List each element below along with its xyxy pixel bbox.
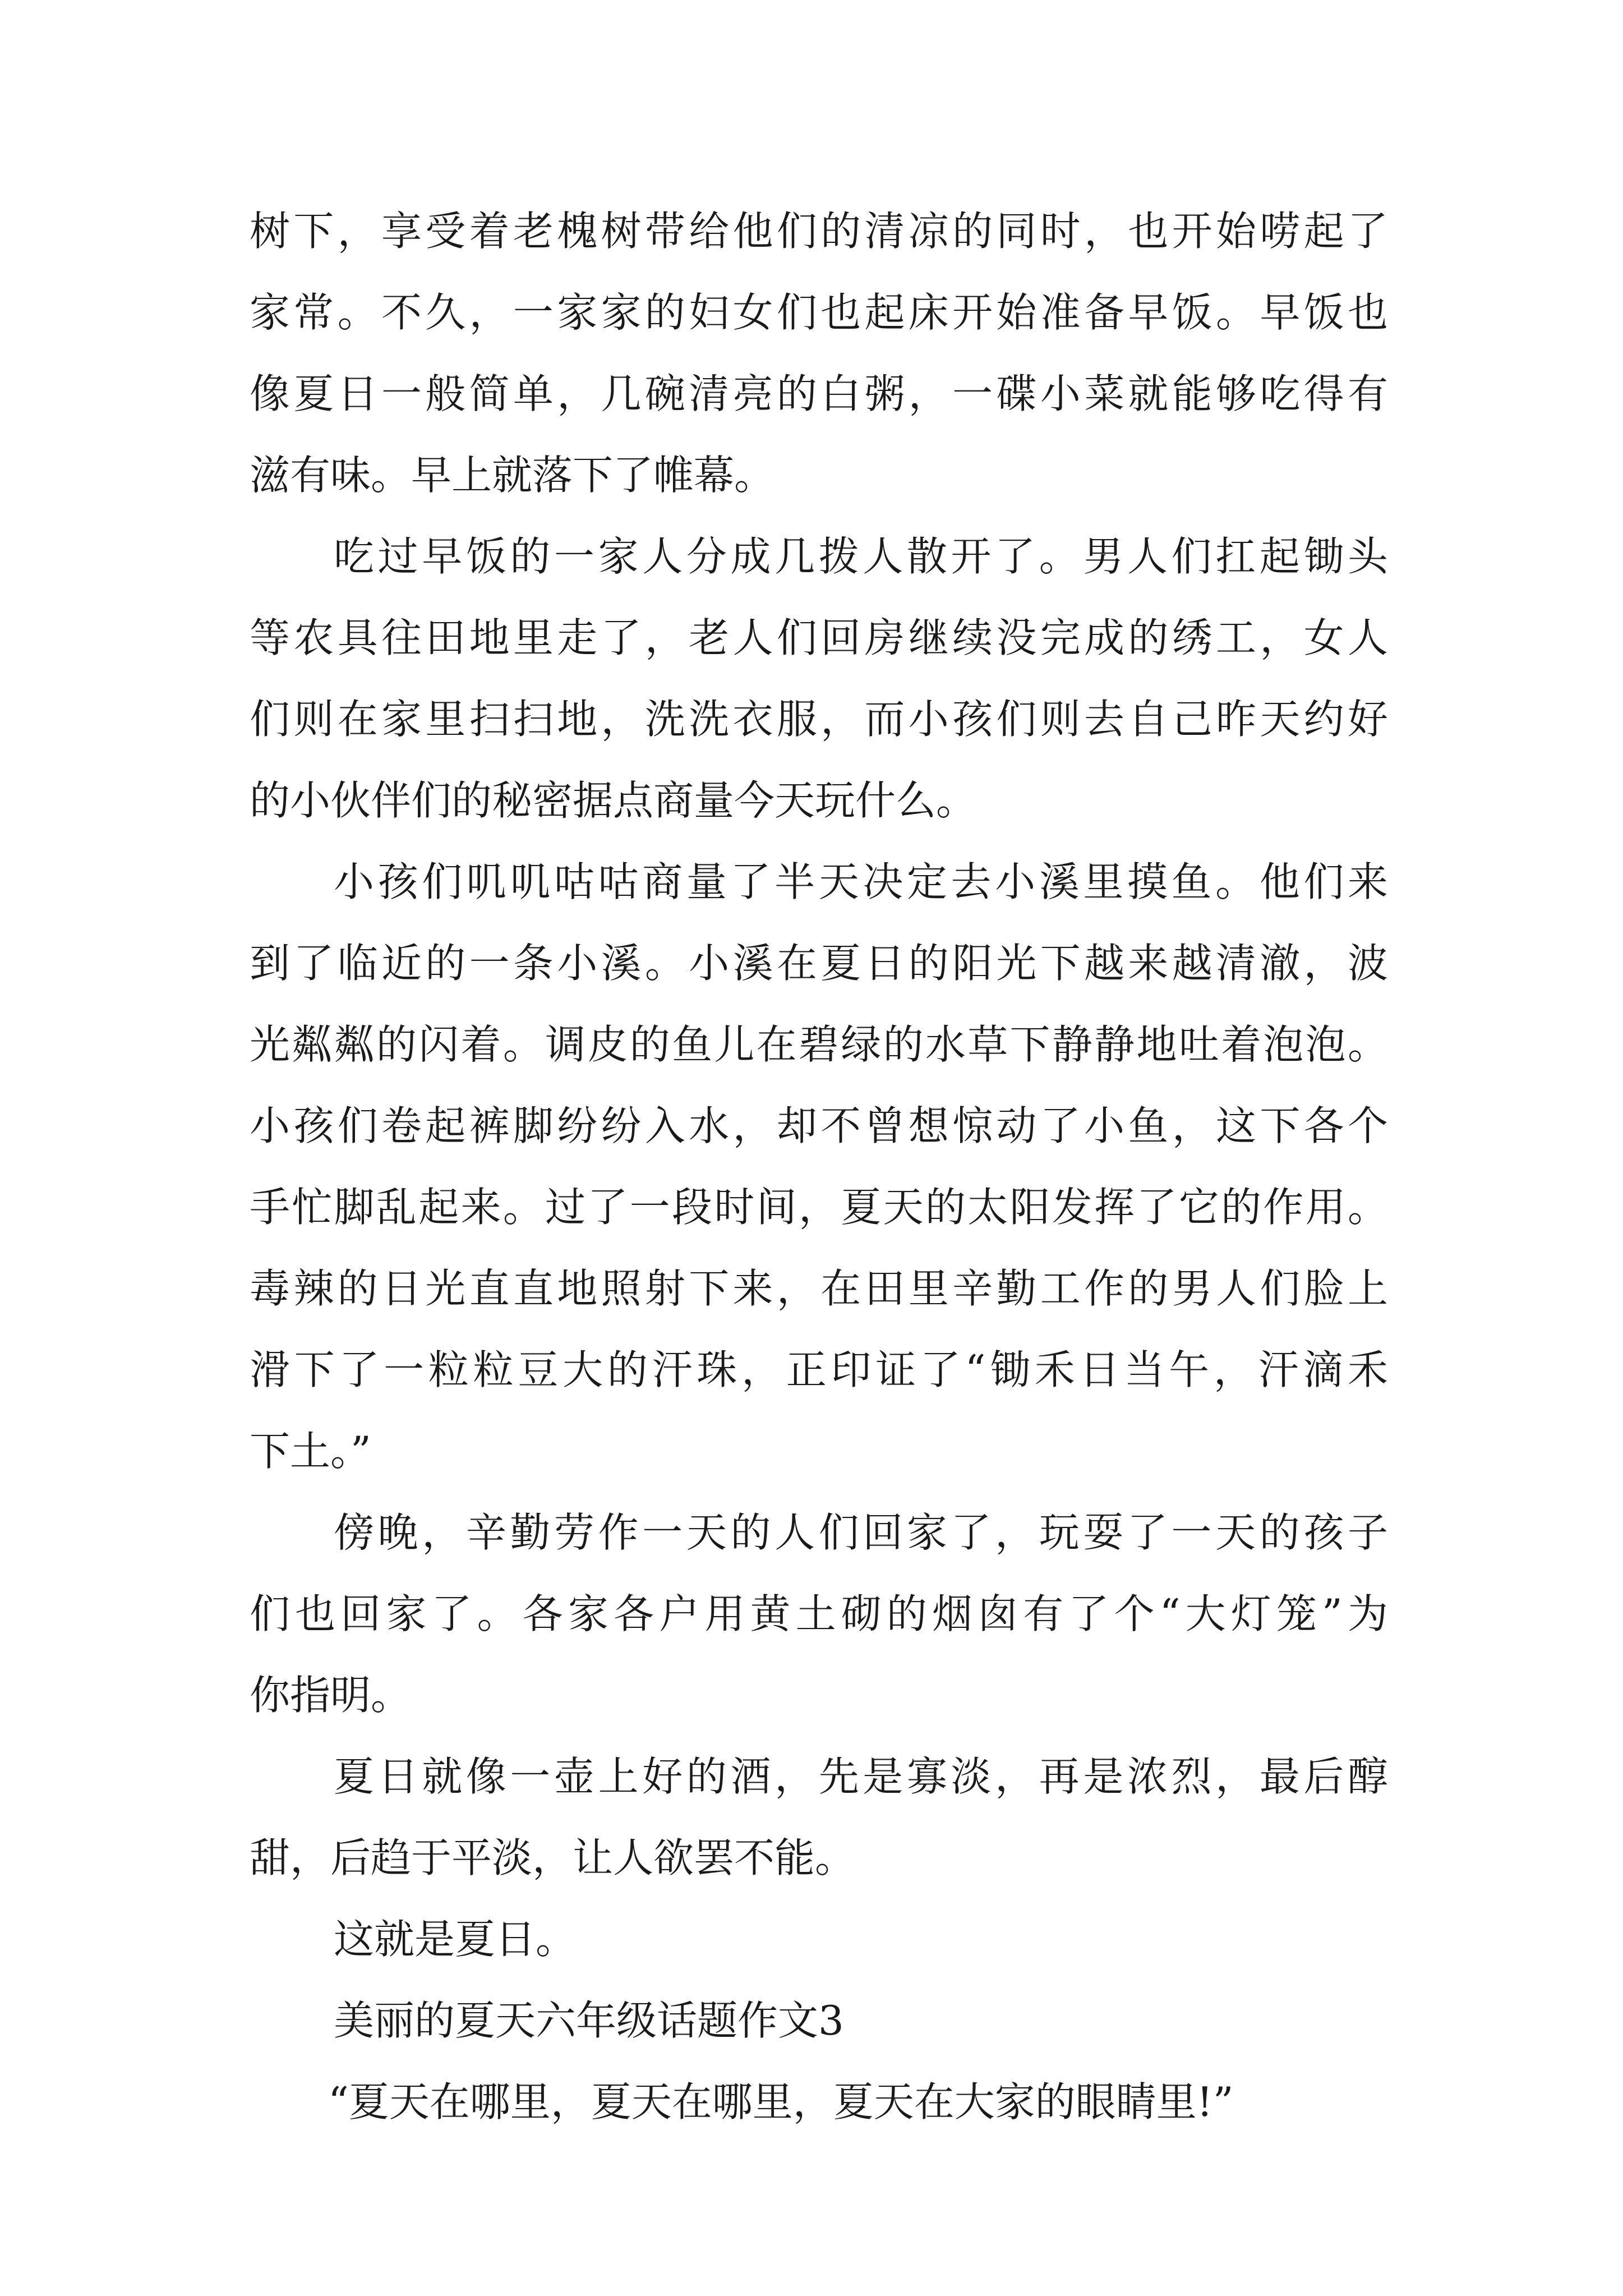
paragraph-5 (250, 1736, 1388, 1899)
text-line: 手忙脚乱起来。过了一段时间，夏天的太阳发挥了它的作用。 (250, 1184, 1388, 1231)
text-line: 这就是夏日。 (334, 1916, 577, 1963)
text-line: 像夏日一般简单，几碗清亮的白粥，一碟小菜就能够吃得有 (250, 370, 1388, 417)
paragraph-6 (250, 1899, 1388, 1980)
text-line: 的小伙伴们的秘密据点商量今天玩什么。 (250, 777, 977, 824)
text-line: 小孩们卷起裤脚纷纷入水，却不曾想惊动了小鱼，这下各个 (250, 1102, 1388, 1149)
text-line: “夏天在哪里，夏天在哪里，夏天在大家的眼睛里!” (328, 2078, 1234, 2125)
text-line: 到了临近的一条小溪。小溪在夏日的阳光下越来越清澈，波 (250, 940, 1388, 987)
paragraph-4 (250, 1492, 1388, 1736)
text-line: 吃过早饭的一家人分成几拨人散开了。男人们扛起锄头 (334, 533, 1388, 580)
section-heading (250, 1980, 1388, 2062)
text-line: 树下，享受着老槐树带给他们的清凉的同时，也开始唠起了 (250, 208, 1388, 255)
text-line: 滑下了一粒粒豆大的汗珠，正印证了“锄禾日当午，汗滴禾 (250, 1346, 1388, 1393)
paragraph-1 (250, 191, 1388, 516)
article-body (250, 191, 1388, 2143)
text-line: 甜，后趋于平淡，让人欲罢不能。 (250, 1834, 856, 1881)
paragraph-quote (250, 2062, 1388, 2143)
heading-text: 美丽的夏天六年级话题作文3 (334, 1997, 844, 2044)
text-line: 滋有味。早上就落下了帷幕。 (250, 452, 775, 499)
paragraph-2 (250, 516, 1388, 841)
text-line: 傍晚，辛勤劳作一天的人们回家了，玩耍了一天的孩子 (334, 1509, 1388, 1556)
text-line: 下土。” (250, 1428, 371, 1475)
text-line: 家常。不久，一家家的妇女们也起床开始准备早饭。早饭也 (250, 289, 1388, 336)
text-line: 们则在家里扫扫地，洗洗衣服，而小孩们则去自己昨天约好 (250, 696, 1388, 743)
paragraph-3 (250, 841, 1388, 1492)
text-line: 们也回家了。各家各户用黄土砌的烟囱有了个“大灯笼”为 (250, 1590, 1388, 1637)
text-line: 光粼粼的闪着。调皮的鱼儿在碧绿的水草下静静地吐着泡泡。 (250, 1021, 1388, 1068)
text-line: 毒辣的日光直直地照射下来，在田里辛勤工作的男人们脸上 (250, 1265, 1388, 1312)
text-line: 小孩们叽叽咕咕商量了半天决定去小溪里摸鱼。他们来 (334, 858, 1388, 905)
text-line: 你指明。 (250, 1672, 412, 1719)
text-line: 等农具往田地里走了，老人们回房继续没完成的绣工，女人 (250, 614, 1388, 661)
text-line: 夏日就像一壶上好的酒，先是寡淡，再是浓烈，最后醇 (334, 1753, 1388, 1800)
